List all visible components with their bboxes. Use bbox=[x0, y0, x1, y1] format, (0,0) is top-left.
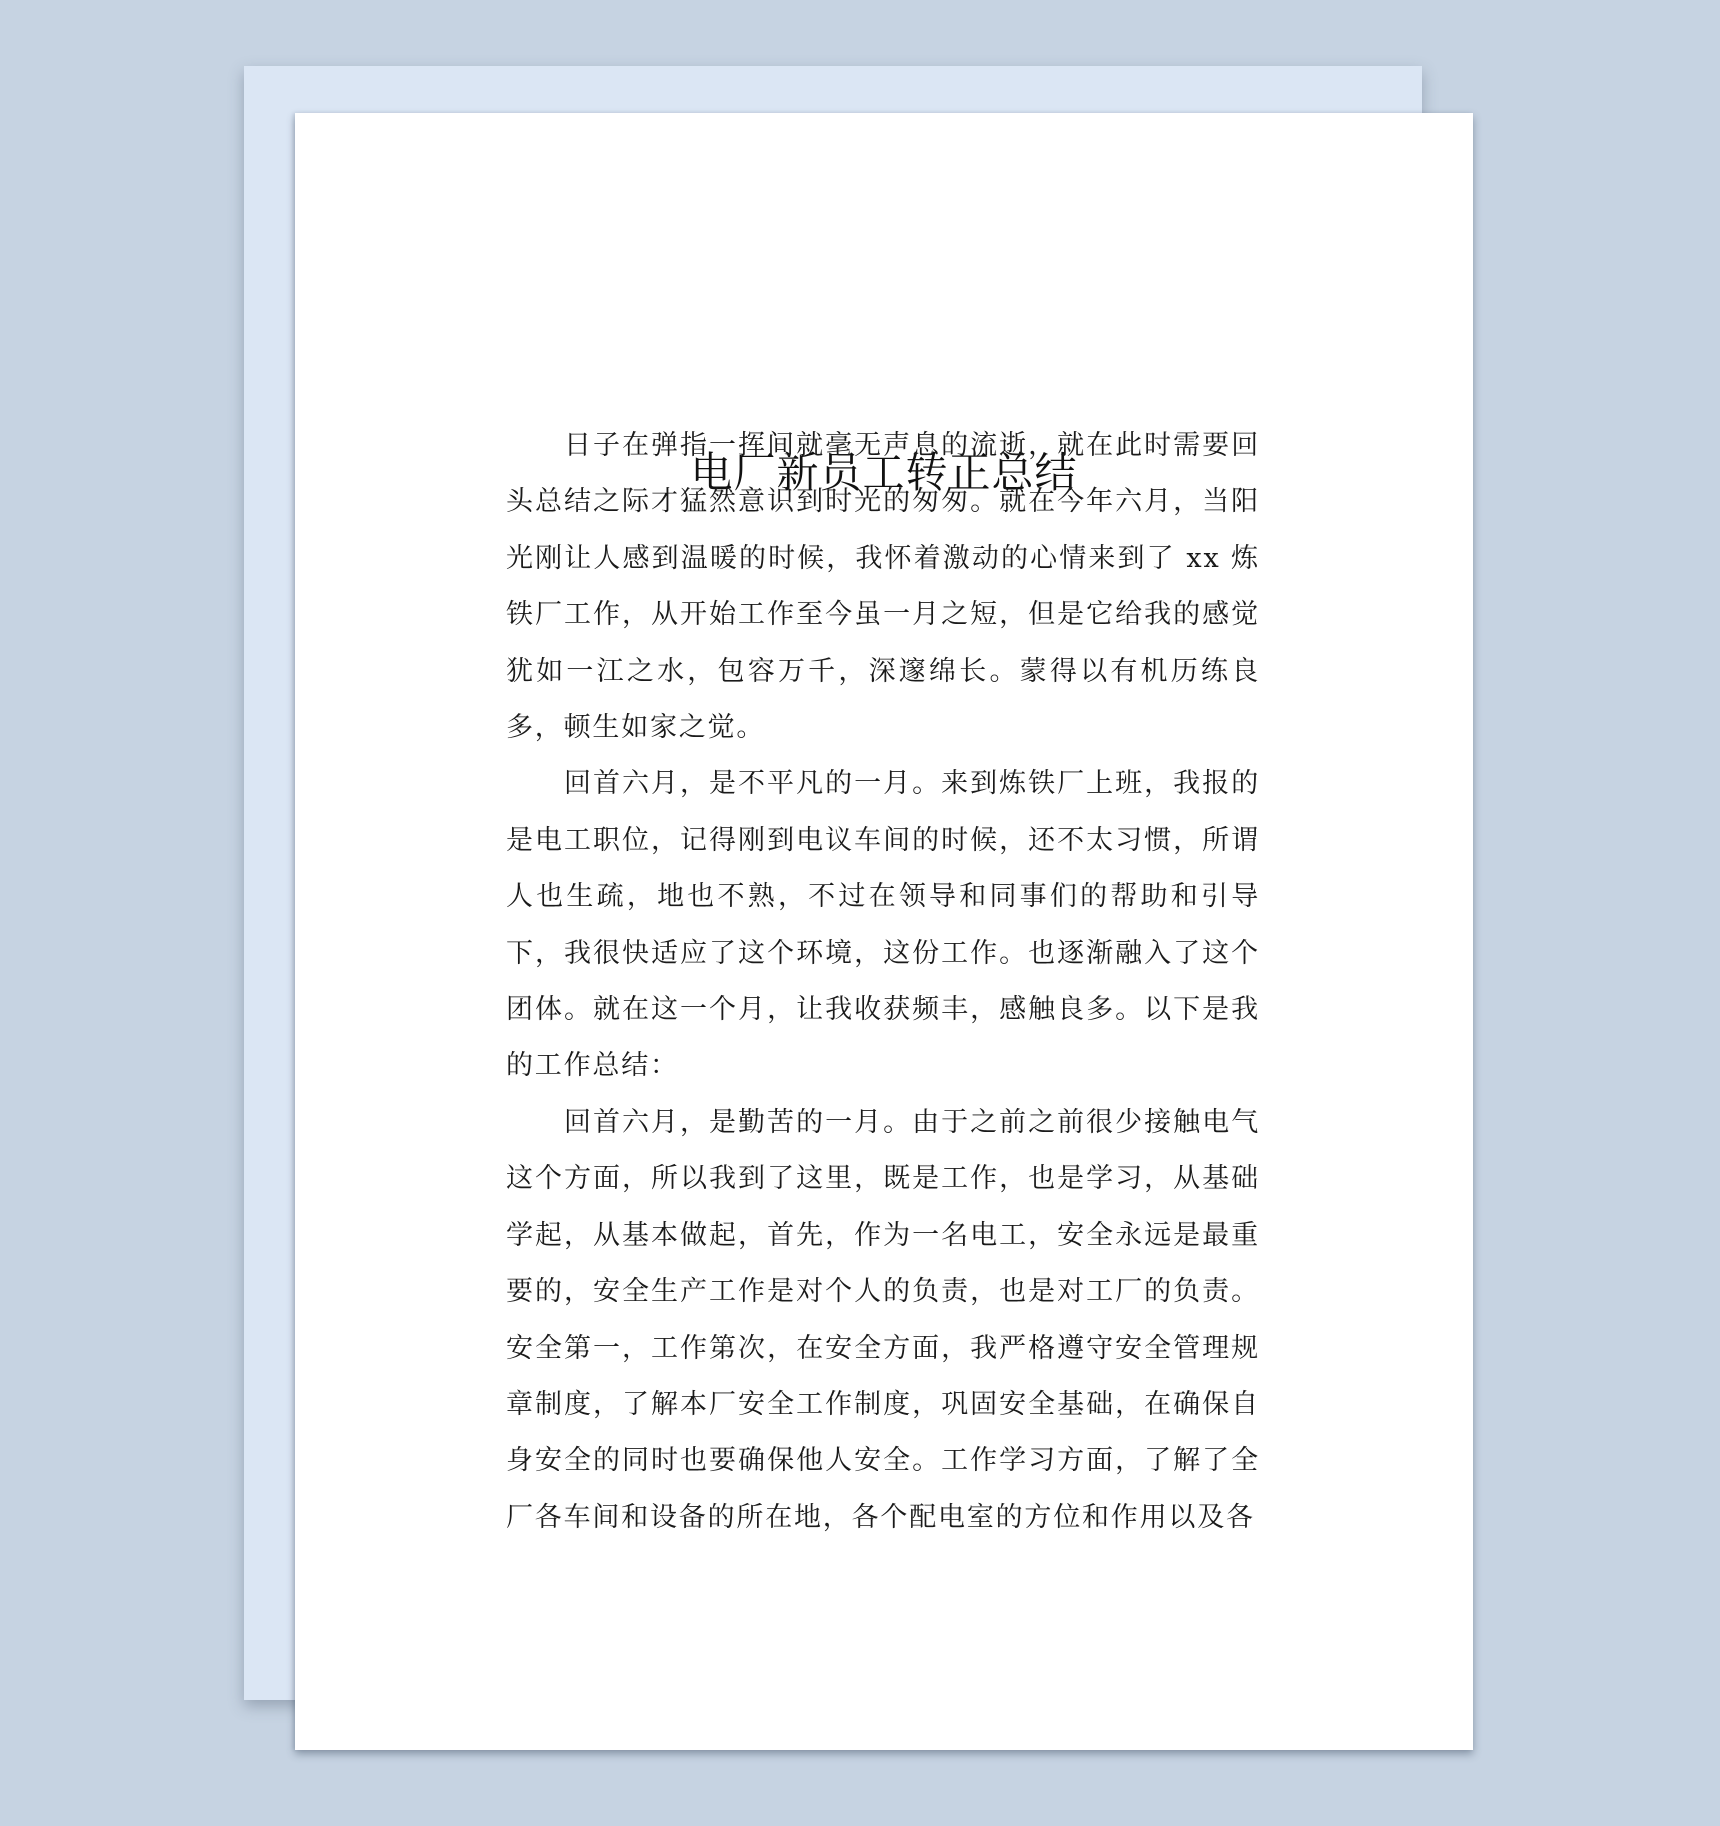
document-title: 电厂新员工转正总结 bbox=[690, 448, 1078, 497]
paragraph-1: 日子在弹指一挥间就毫无声息的流逝，就在此时需要回头总结之际才猛然意识到时光的匆匆。就在今年六月，当阳光刚让人感到温暖的时候，我怀着激动的心情来到了 xx 炼铁厂工作，从开始工作至今虽一月之短，但是它给我的感觉犹如一江之水，包容万千，深邃绵长。蒙得以有机历练良多，顿生如家之觉。 bbox=[506, 430, 1260, 744]
document-body bbox=[506, 418, 1260, 1546]
paragraph-2: 回首六月，是不平凡的一月。来到炼铁厂上班，我报的是电工职位，记得刚到电议车间的时候，还不太习惯，所谓人也生疏，地也不熟，不过在领导和同事们的帮助和引导下，我很快适应了这个环境，这份工作。也逐渐融入了这个团体。就在这一个月，让我收获频丰，感触良多。以下是我的工作总结： bbox=[506, 768, 1260, 1082]
paragraph-3: 回首六月，是勤苦的一月。由于之前之前很少接触电气这个方面，所以我到了这里，既是工作，也是学习，从基础学起，从基本做起，首先，作为一名电工，安全永远是最重要的，安全生产工作是对个人的负责，也是对工厂的负责。安全第一，工作第次，在安全方面，我严格遵守安全管理规章制度，了解本厂安全工作制度，巩固安全基础，在确保自身安全的同时也要确保他人安全。工作学习方面，了解了全厂各车间和设备的所在地，各个配电室的方位和作用以及各 bbox=[506, 1106, 1260, 1533]
